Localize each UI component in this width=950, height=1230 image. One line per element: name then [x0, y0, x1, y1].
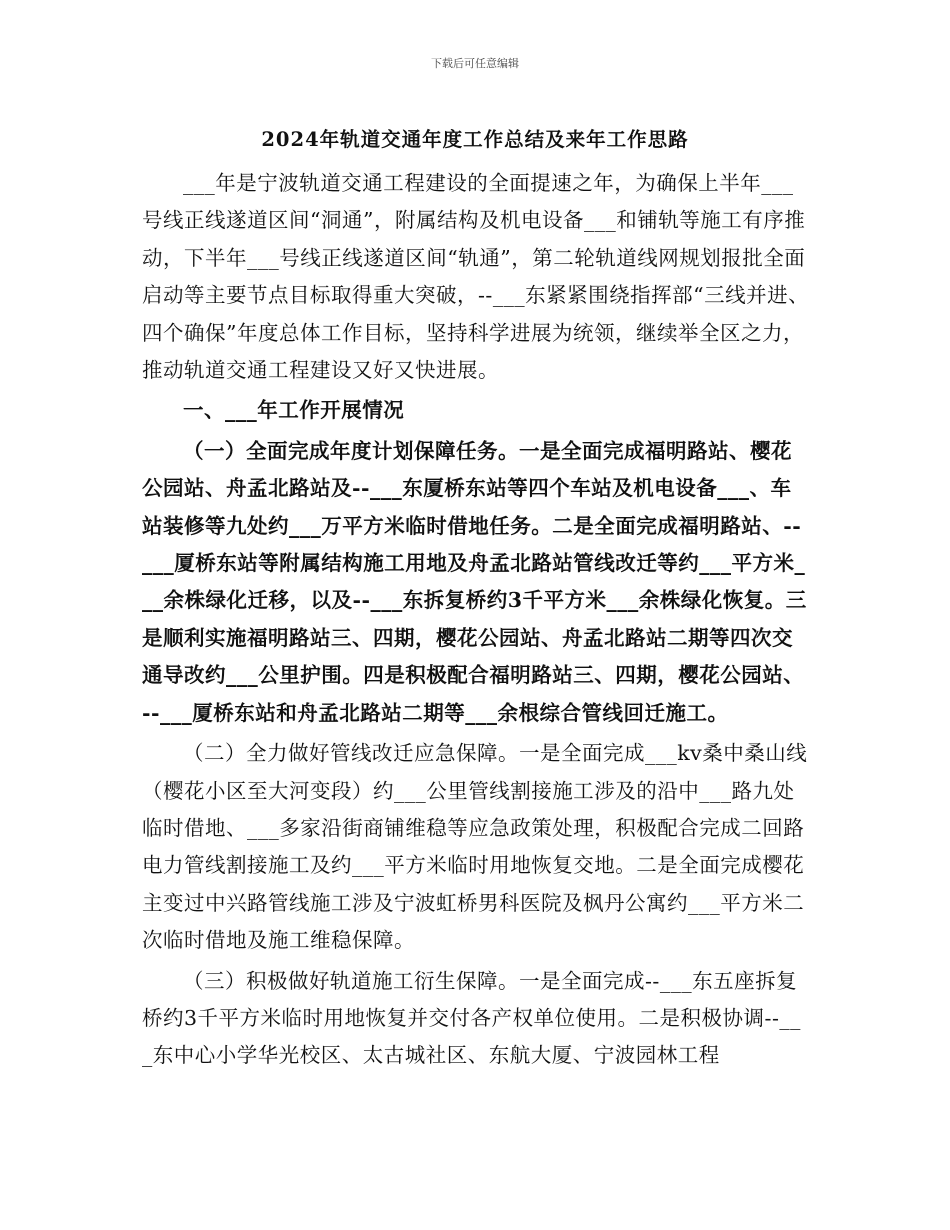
document-body [142, 165, 810, 1075]
document-title: 2024年轨道交通年度工作总结及来年工作思路 [261, 128, 689, 151]
section-heading: 一、___年工作开展情况 [183, 398, 405, 423]
paragraph-1: （一）全面完成年度计划保障任务。一是全面完成福明路站、樱花公园站、舟孟北路站及--___东厦桥东站等四个车站及机电设备___、车站装修等九处约___万平方米临时借地任务。二是全面完成福明路站、--___厦桥东站等附属结构施工用地及舟孟北路站管线改迁等约___平方米___余株绿化迁移，以及--___东拆复桥约3千平方米___余株绿化恢复。三是顺利实施福明路站三、四期，樱花公园站、舟孟北路站二期等四次交通导改约___公里护围。四是积极配合福明路站三、四期，樱花公园站、--___厦桥东站和舟孟北路站二期等___余根综合管线回迁施工。 [142, 438, 807, 725]
intro-paragraph: ___年是宁波轨道交通工程建设的全面提速之年，为确保上半年___号线正线遂道区间“洞通”，附属结构及机电设备___和铺轨等施工有序推动，下半年___号线正线遂道区间“轨通”，第二轮轨道线网规划报批全面启动等主要节点目标取得重大突破，--___东紧紧围绕指挥部“三线并进、四个确保”年度总体工作目标，坚持科学进展为统领，继续举全区之力，推动轨道交通工程建设又好又快进展。 [142, 171, 810, 383]
header-note: 下载后可任意编辑 [431, 57, 519, 70]
paragraph-2: （二）全力做好管线改迁应急保障。一是全面完成___kv桑中桑山线（樱花小区至大河变段）约___公里管线割接施工涉及的沿中___路九处临时借地、___多家沿街商铺维稳等应急政策处理，积极配合完成二回路电力管线割接施工及约___平方米临时用地恢复交地。二是全面完成樱花主变过中兴路管线施工涉及宁波虹桥男科医院及枫丹公寓约___平方米二次临时借地及施工维稳保障。 [142, 741, 808, 953]
paragraph-3: （三）积极做好轨道施工衍生保障。一是全面完成--___东五座拆复桥约3千平方米临时用地恢复并交付各产权单位使用。二是积极协调--___东中心小学华光校区、太古城社区、东航大厦、宁波园林工程 [142, 968, 801, 1068]
